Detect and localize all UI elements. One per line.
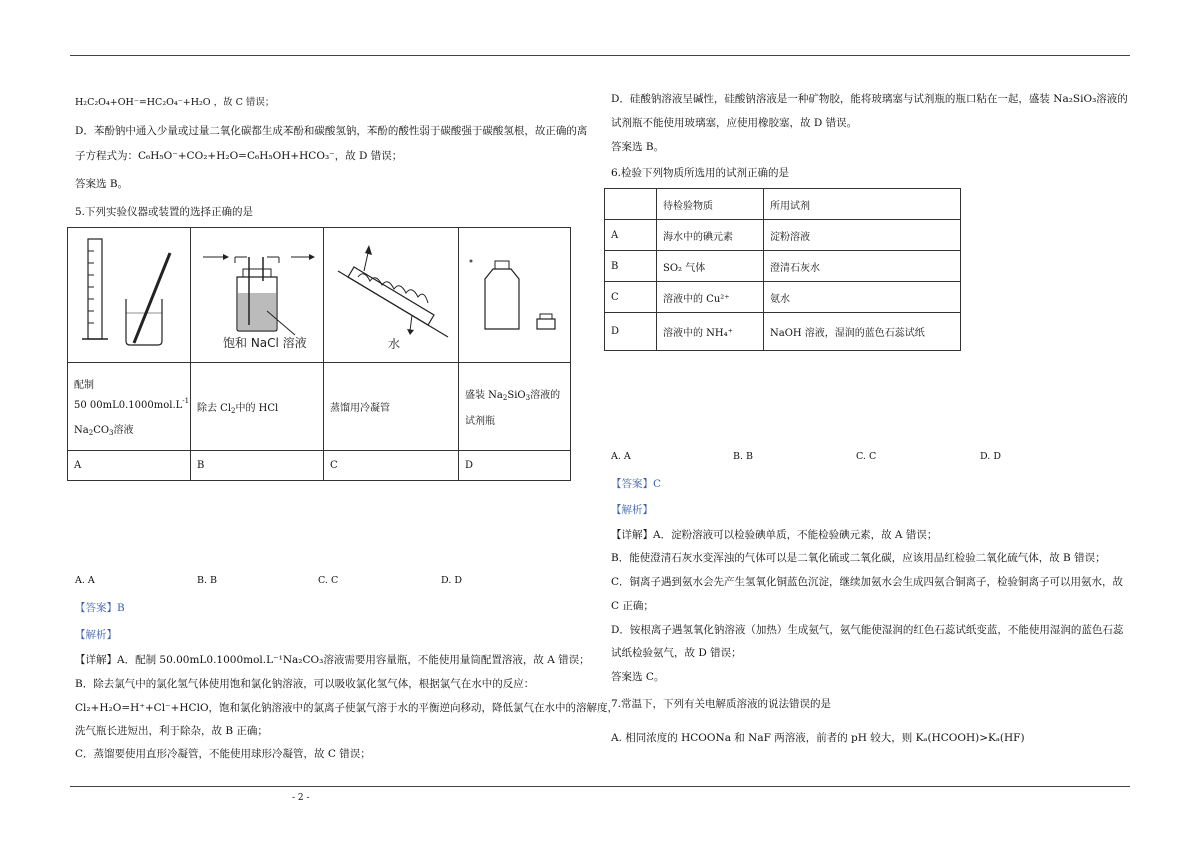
figure-cell-d [459,228,571,363]
text-line: D．硅酸钠溶液呈碱性，硅酸钠溶液是一种矿物胶，能将玻璃塞与试剂瓶的瓶口粘在一起，盛装 Na₂SiO₃溶液的 [611,93,1128,105]
text-line: 试剂瓶不能使用玻璃塞，应使用橡胶塞，故 D 错误。 [611,117,858,129]
condenser-figure [330,231,454,356]
table-cell: NaOH 溶液，湿润的蓝色石蕊试纸 [764,313,961,351]
option-a-description: 配制 50 $00mL0.1000mol.L^{-1}$ $Na_2CO_3$溶液 [68,363,191,451]
text-line: B．能使澄清石灰水变浑浊的气体可以是二氧化硫或二氧化碳，应该用品红检验二氧化硫气体，故 B 错误； [611,552,1106,564]
text-line: 试纸检验氨气，故 D 错误； [611,647,742,659]
figure-cell-a [68,228,191,363]
table-cell: C [605,282,657,313]
table-header-reagent: 所用试剂 [764,189,961,220]
question-7: 7.常温下，下列有关电解质溶液的说法错误的是 [611,698,832,710]
option-d: D. D [441,575,462,586]
table-cell: A [605,220,657,251]
label-a: A [68,451,191,481]
option-c: C. C [318,575,339,586]
water-label: 水 [388,337,401,351]
text-line: 答案选 C。 [611,671,665,683]
option-b: B. B [733,451,754,462]
analysis-label: 【解析】 [611,504,653,516]
text-line: 答案选 B。 [611,141,665,153]
text-line: 子方程式为：C₆H₅O⁻+CO₂+H₂O=C₆H₅OH+HCO₃⁻，故 D 错误； [75,150,403,162]
graduated-cylinder-figure [74,231,184,356]
table-header-substance: 待检验物质 [657,189,764,220]
page-number: - 2 - [292,793,310,803]
table-header-empty [605,189,657,220]
table-cell: 溶液中的 NH₄⁺ [657,313,764,351]
table-cell: 氨水 [764,282,961,313]
text-line: D．苯酚钠中通入少量或过量二氧化碳都生成苯酚和碳酸氢钠，苯酚的酸性弱于碳酸强于碳酸氢根，故正确的离 [75,125,588,137]
answer-label: 【答案】B [75,602,125,614]
text-line: 答案选 B。 [75,178,129,190]
table-cell: 海水中的碘元素 [657,220,764,251]
question-5-table [67,227,571,481]
option-b: B. B [197,575,218,586]
header-rule [70,55,1130,56]
footer-rule [70,786,1130,787]
figure-cell-c [324,228,459,363]
label-b: B [191,451,324,481]
table-cell: 淀粉溶液 [764,220,961,251]
text-line: 【详解】A．淀粉溶液可以检验碘单质，不能检验碘元素，故 A 错误； [611,529,938,541]
text-line: 【详解】A．配制 50.00mL0.1000mol.L⁻¹Na₂CO₃溶液需要用容量瓶，不能使用量筒配置溶液，故 A 错误； [75,654,590,666]
question-5: 5.下列实验仪器或装置的选择正确的是 [75,206,254,218]
text-line: H₂C₂O₄+OH⁻=HC₂O₄⁻+H₂O ，故 C 错误； [75,97,275,108]
text-line: 洗气瓶长进短出，利于除杂，故 B 正确； [75,725,268,737]
text-line: C．蒸馏要使用直形冷凝管，不能使用球形冷凝管，故 C 错误； [75,748,371,760]
text-line: C 正确； [611,600,654,612]
nacl-solution-label: 饱和 NaCl 溶液 [223,336,307,350]
option-a: A. A [75,575,95,586]
option-a: A. A [611,451,631,462]
gas-washing-bottle-figure [197,231,319,356]
option-b-description: 除去 $Cl_2$中的 HCl [191,363,324,451]
question-6-table [604,188,961,351]
label-d: D [459,451,571,481]
table-cell: 溶液中的 Cu²⁺ [657,282,764,313]
label-c: C [324,451,459,481]
table-cell: 澄清石灰水 [764,251,961,282]
question-6: 6.检验下列物质所选用的试剂正确的是 [611,167,790,179]
table-cell: D [605,313,657,351]
table-cell: B [605,251,657,282]
text-line: C．铜离子遇到氨水会先产生氢氧化铜蓝色沉淀，继续加氨水会生成四氨合铜离子，检验铜离子可以用氨水，故 [611,576,1124,588]
answer-label: 【答案】C [611,478,662,490]
text-line: D．铵根离子遇氢氧化钠溶液（加热）生成氨气，氨气能使湿润的红色石蕊试纸变蓝，不能使用湿润的蓝色石蕊 [611,624,1124,636]
option-c: C. C [856,451,877,462]
table-cell: SO₂ 气体 [657,251,764,282]
analysis-label: 【解析】 [75,629,117,641]
option-d: D. D [980,451,1001,462]
figure-cell-b [191,228,324,363]
text-line: Cl₂+H₂O=H⁺+Cl⁻+HClO，饱和氯化钠溶液中的氯离子使氯气溶于水的平衡逆向移动，降低氯气在水中的溶解度， [75,702,619,714]
option-d-description: 盛装 $Na_2SiO_3$溶液的 试剂瓶 [459,363,571,451]
question-7-option-a: A. 相同浓度的 HCOONa 和 NaF 两溶液，前者的 pH 较大，则 Kₐ(HCOOH)>Kₐ(HF) [611,732,1025,744]
reagent-bottle-figure [465,231,569,356]
text-line: B．除去氯气中的氯化氢气体使用饱和氯化钠溶液，可以吸收氯化氢气体，根据氯气在水中的反应： [75,678,535,690]
option-c-description: 蒸馏用冷凝管 [324,363,459,451]
